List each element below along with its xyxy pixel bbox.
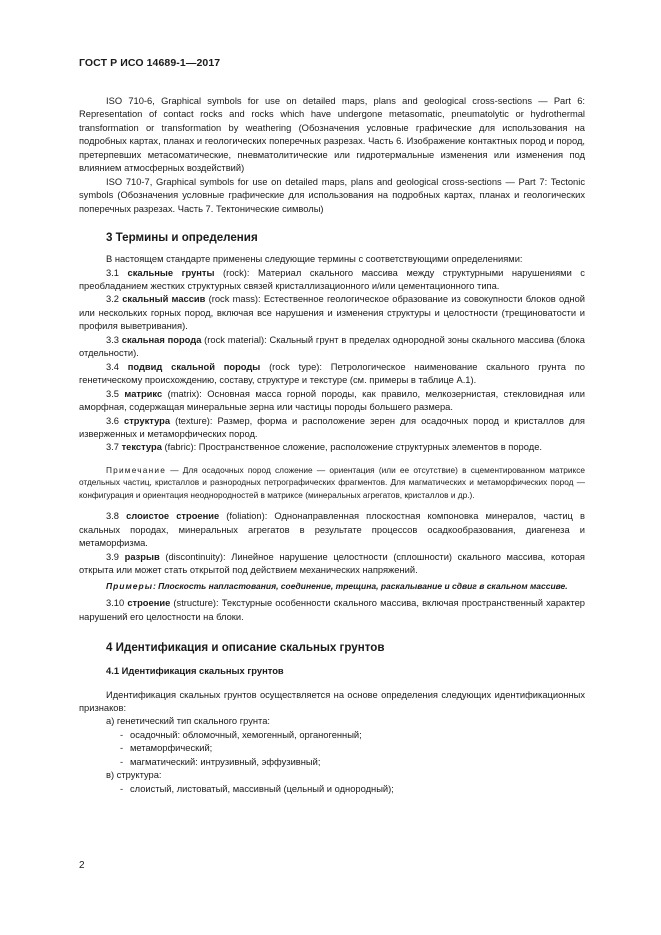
subsection-title: 4.1 Идентификация скальных грунтов — [106, 665, 284, 677]
document-header: ГОСТ Р ИСО 14689-1—2017 — [79, 57, 221, 69]
list-subitem: - метаморфический; — [120, 743, 213, 754]
term-definition: 3.6 структура (texture): Размер, форма и расположение зерен для осадочных пород и кристаллов для изверженных и метаморфических пород. — [79, 415, 585, 439]
term-name: строение — [127, 598, 171, 609]
list-item: а) генетический тип скального грунта: — [106, 716, 270, 727]
section-title: 3 Термины и определения — [106, 231, 258, 245]
term-name: скальные грунты — [127, 267, 215, 278]
term-definition: 3.1 скальные грунты (rock): Материал скального массива между структурными нарушениями с преобладанием жестких структурных связей кристаллизационного и/или цементационного типа. — [79, 267, 585, 291]
list-item: в) структура: — [106, 770, 162, 781]
examples-label: Примеры — [106, 580, 153, 591]
page-number: 2 — [79, 860, 85, 871]
list-subitem: - слоистый, листоватый, массивный (цельный и однородный); — [120, 783, 394, 794]
section-title: 4 Идентификация и описание скальных грунтов — [106, 641, 385, 655]
term-definition: 3.10 строение (structure): Текстурные особенности скального массива, включая пространственный характер нарушений его целостности на блоки. — [79, 598, 585, 622]
section-intro: В настоящем стандарте применены следующие термины с соответствующими определениями: — [106, 254, 523, 265]
section-intro: Идентификация скальных грунтов осуществляется на основе определения следующих идентификационных признаков: — [79, 689, 585, 713]
term-name: текстура — [121, 442, 162, 453]
term-definition: 3.8 слоистое строение (foliation): Однонаправленная плоскостная компоновка минералов, частиц в скальных породах, минеральных агрегатов в результате процессов осадкообразования, диагенеза и метаморфизма. — [79, 511, 585, 549]
term-name: скальная порода — [121, 334, 202, 345]
list-subitem: - осадочный: обломочный, хемогенный, органогенный; — [120, 729, 362, 740]
examples: Примеры: Плоскость напластования, соединение, трещина, раскалывание и сдвиг в скальном массиве. — [106, 580, 568, 591]
term-definition: 3.9 разрыв (discontinuity): Линейное нарушение целостности (сплошности) скального массива, которая открыта или может стать открытой под действием механических напряжений. — [79, 551, 585, 576]
normative-reference: ISO 710-7, Graphical symbols for use on detailed maps, plans and geological cross-sections — Part 7: Tectonic symbols (Обозначения условные графические для использования на подробных картах, планах и геологических поперечных разрезах. Часть 7. Тектонические символы) — [79, 176, 585, 214]
term-definition: 3.7 текстура (fabric): Пространственное сложение, расположение структурных элементов в породе. — [106, 442, 542, 453]
term-name: слоистое строение — [126, 511, 220, 522]
term-name: структура — [124, 415, 171, 426]
term-name: матрикс — [124, 388, 163, 399]
note-label: Примечание — [106, 464, 167, 475]
list-subitem: - магматический: интрузивный, эффузивный; — [120, 756, 321, 767]
term-name: разрыв — [124, 551, 160, 562]
page-content — [79, 95, 585, 796]
note: Примечание — Для осадочных пород сложение — ориентация (или ее отсутствие) в сцементированном матриксе отдельных частиц, кристаллов и разнородных петрографических фрагментов. Для магматических и метаморфических пород — конфигурация и ориентация неоднородностей в матриксе (минеральных агрегатов, кристаллов и др.). — [79, 464, 585, 500]
term-definition: 3.3 скальная порода (rock material): Скальный грунт в пределах однородной зоны скального массива (блока отдельности). — [79, 334, 585, 359]
normative-reference: ISO 710-6, Graphical symbols for use on detailed maps, plans and geological cross-sections — Part 6: Representation of contact rocks and rocks which have undergone metasomatic, pneumatolytic or hydrothermal transformation or transformation by weathering (Обозначения условные графические для использования на подробных картах, планах и геологических поперечных разрезах. Часть 6. Изображение контактных пород и пород, претерпевших метасоматические, пневматолитические или гидротермальные изменения или изменения под влиянием атмосферных воздействий) — [79, 96, 585, 174]
term-name: подвид скальной породы — [127, 361, 261, 372]
term-name: скальный массив — [122, 294, 206, 305]
term-definition: 3.4 подвид скальной породы (rock type): Петрологическое наименование скального грунта по генетическому происхождению, составу, структуре и текстуре (см. примеры в таблице А.1). — [79, 361, 585, 386]
term-definition: 3.2 скальный массив (rock mass): Естественное геологическое образование из совокупности блоков одной или нескольких горных пород, включая все нарушения и изменения структуры и целостности (трещиноватости и профиля выветривания). — [79, 294, 585, 332]
term-definition: 3.5 матрикс (matrix): Основная масса горной породы, как правило, мелкозернистая, стекловидная или аморфная, содержащая минеральные зерна или частицы породы большего размера. — [79, 388, 585, 413]
